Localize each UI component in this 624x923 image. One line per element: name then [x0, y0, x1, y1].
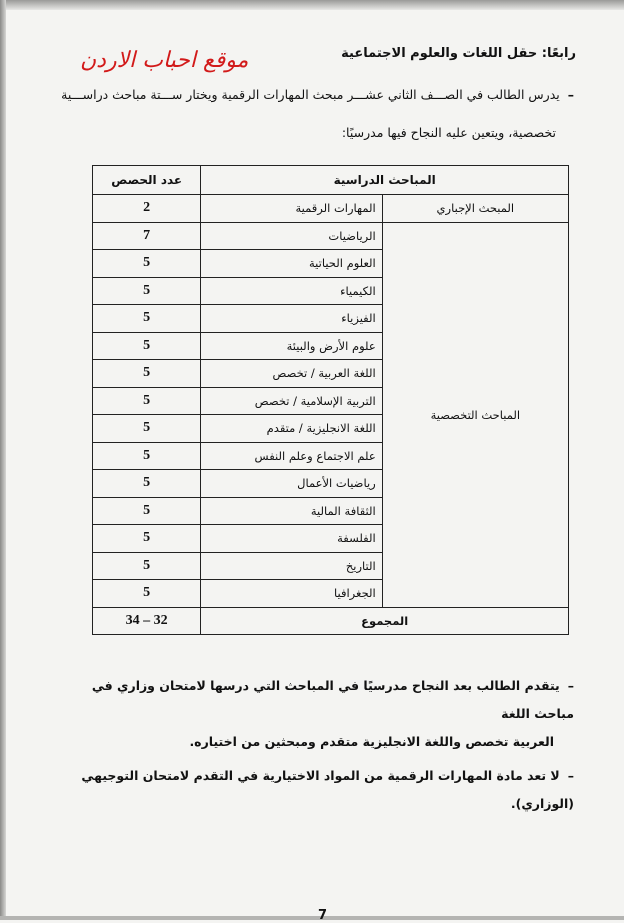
- hours-cell: 7: [93, 222, 201, 250]
- header-hours: عدد الحصص: [93, 166, 201, 195]
- subject-cell: علم الاجتماع وعلم النفس: [201, 442, 382, 470]
- hours-cell: 5: [93, 580, 201, 608]
- subject-cell: الجغرافيا: [201, 580, 382, 608]
- subject-cell: علوم الأرض والبيئة: [201, 332, 382, 360]
- hours-cell: 5: [93, 525, 201, 553]
- note-1-line-1: يتقدم الطالب بعد النجاح مدرسيًا في المباحث التي درسها لامتحان وزاري في مباحث اللغة: [91, 678, 574, 721]
- hours-cell: 5: [93, 250, 201, 278]
- hours-cell: 2: [93, 195, 201, 223]
- subject-cell: الثقافة المالية: [201, 497, 382, 525]
- intro-paragraph: [54, 76, 574, 152]
- page-edge-bottom: [0, 916, 624, 920]
- total-value: 32 – 34: [93, 607, 201, 635]
- note-1-line-2: العربية تخصص واللغة الانجليزية متقدم ومبحثين من اختياره.: [189, 734, 554, 749]
- table-row: [93, 222, 569, 250]
- table-row-mandatory: [93, 195, 569, 223]
- dash-bullet: –: [567, 768, 574, 783]
- dash-bullet: –: [567, 87, 574, 102]
- site-watermark: موقع احباب الاردن: [80, 48, 249, 73]
- dash-bullet: –: [567, 678, 574, 693]
- category-specialized: المباحث التخصصية: [382, 222, 568, 607]
- header-subjects: المباحث الدراسية: [201, 166, 569, 195]
- subject-cell: التاريخ: [201, 552, 382, 580]
- section-title: رابعًا: حقل اللغات والعلوم الاجتماعية: [341, 46, 576, 61]
- note-2: لا تعد مادة المهارات الرقمية من المواد الاختيارية في التقدم لامتحان التوجيهي (الوزاري).: [81, 768, 574, 811]
- hours-cell: 5: [93, 305, 201, 333]
- subjects-table: [92, 165, 569, 635]
- table-header-row: [93, 166, 569, 195]
- hours-cell: 5: [93, 360, 201, 388]
- subject-cell: الفلسفة: [201, 525, 382, 553]
- page-edge-left: [0, 0, 6, 920]
- hours-cell: 5: [93, 277, 201, 305]
- intro-line-2: تخصصية، ويتعين عليه النجاح فيها مدرسيًا:: [341, 125, 556, 140]
- subject-cell: الكيمياء: [201, 277, 382, 305]
- hours-cell: 5: [93, 552, 201, 580]
- hours-cell: 5: [93, 415, 201, 443]
- subject-cell: الرياضيات: [201, 222, 382, 250]
- notes-block: [50, 672, 574, 818]
- subject-cell: اللغة الانجليزية / متقدم: [201, 415, 382, 443]
- total-label: المجموع: [201, 607, 569, 635]
- page-edge-top: [0, 0, 624, 10]
- page-number: 7: [318, 908, 328, 923]
- category-mandatory: المبحث الإجباري: [382, 195, 568, 223]
- hours-cell: 5: [93, 442, 201, 470]
- subject-cell: رياضيات الأعمال: [201, 470, 382, 498]
- subject-cell: الفيزياء: [201, 305, 382, 333]
- hours-cell: 5: [93, 332, 201, 360]
- table-total-row: [93, 607, 569, 635]
- intro-line-1: يدرس الطالب في الصـــف الثاني عشـــر مبحث المهارات الرقمية ويختار ســـتة مباحث دراســـية: [61, 87, 560, 102]
- subject-cell: المهارات الرقمية: [201, 195, 382, 223]
- subject-cell: التربية الإسلامية / تخصص: [201, 387, 382, 415]
- hours-cell: 5: [93, 387, 201, 415]
- hours-cell: 5: [93, 470, 201, 498]
- subject-cell: العلوم الحياتية: [201, 250, 382, 278]
- hours-cell: 5: [93, 497, 201, 525]
- subject-cell: اللغة العربية / تخصص: [201, 360, 382, 388]
